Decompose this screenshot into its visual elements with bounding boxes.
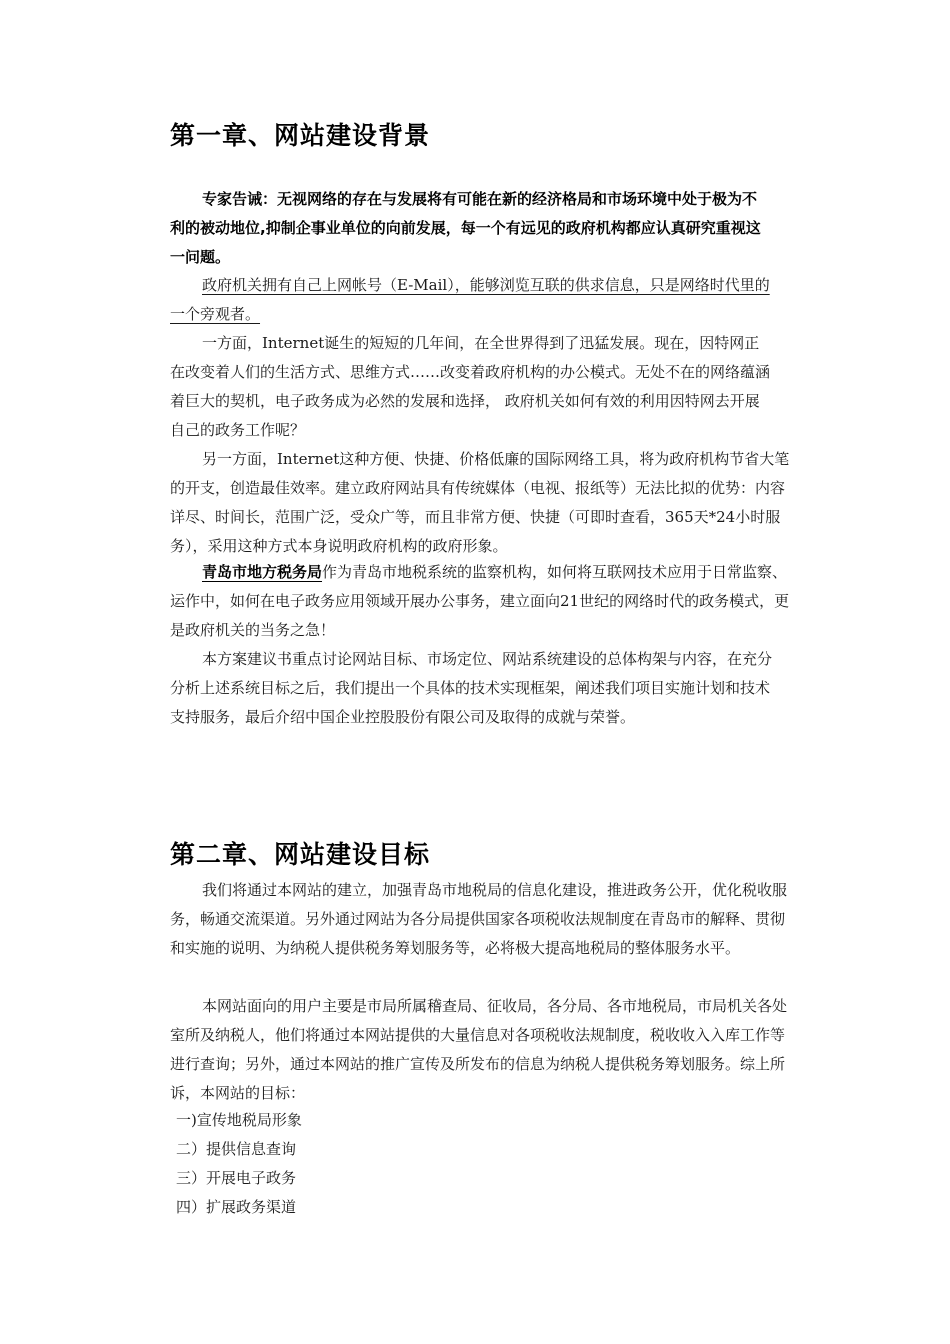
underlined-paragraph: 政府机关拥有自己上网帐号（E-Mail），能够浏览互联的供求信息，只是网络时代里的一个旁观者。 [170, 276, 770, 323]
chapter1-title: 第一章、网站建设背景 [170, 121, 431, 150]
qingdao-tax-bureau-link[interactable]: 青岛市地方税务局 [202, 563, 323, 581]
chapter2-paragraph-1: 我们将通过本网站的建立，加强青岛市地税局的信息化建设，推进政务公开，优化税收服务，畅通交流渠道。另外通过网站为各分局提供国家各项税收法规制度在青岛市的解释、贯彻和实施的说明、为纳税人提供税务筹划服务等，必将极大提高地税局的整体服务水平。 [170, 881, 788, 957]
chapter1-paragraph-3 [170, 558, 790, 645]
chapter1-paragraph-2 [170, 445, 790, 561]
goal-item-3: 三）开展电子政务 [176, 1169, 297, 1187]
chapter1-paragraph-2-text: 另一方面，Internet这种方便、快捷、价格低廉的国际网络工具，将为政府机构节省大笔的开支，创造最佳效率。建立政府网站具有传统媒体（电视、报纸等）无法比拟的优势：内容详尽、时间长，范围广泛，受众广等，而且非常方便、快捷（可即时查看，365天*24小时服务），采用这种方式本身说明政府机构的政府形象。 [170, 450, 790, 555]
chapter1-paragraph-3-text: 作为青岛市地税系统的监察机构，如何将互联网技术应用于日常监察、运作中，如何在电子政务应用领域开展办公事务，建立面向21世纪的网络时代的政务模式，更是政府机关的当务之急！ [170, 563, 790, 639]
chapter2-paragraph-2: 本网站面向的用户主要是市局所属稽查局、征收局，各分局、各市地税局，市局机关各处室所及纳税人，他们将通过本网站提供的大量信息对各项税收法规制度，税收收入入库工作等进行查询；另外，通过本网站的推广宣传及所发布的信息为纳税人提供税务筹划服务。综上所诉，本网站的目标： [170, 997, 788, 1102]
chapter1-paragraph-4: 本方案建议书重点讨论网站目标、市场定位、网站系统建设的总体构架与内容，在充分分析上述系统目标之后，我们提出一个具体的技术实现框架，阐述我们项目实施计划和技术支持服务，最后介绍中国企业控股股份有限公司及取得的成就与荣誉。 [170, 650, 773, 726]
expert-warning-paragraph: 专家告诫：无视网络的存在与发展将有可能在新的经济格局和市场环境中处于极为不利的被动地位,抑制企事业单位的向前发展，每一个有远见的政府机构都应认真研究重视这一问题。 [170, 190, 761, 266]
goal-item-4: 四）扩展政务渠道 [176, 1198, 297, 1216]
chapter2-title: 第二章、网站建设目标 [170, 840, 431, 869]
chapter1-paragraph-1: 一方面，Internet诞生的短短的几年间，在全世界得到了迅猛发展。现在，因特网正在改变着人们的生活方式、思维方式……改变着政府机构的办公模式。无处不在的网络蕴涵着巨大的契机，电子政务成为必然的发展和选择， 政府机关如何有效的利用因特网去开展自己的政务工作呢？ [170, 334, 771, 439]
goal-item-1: 一)宣传地税局形象 [176, 1111, 302, 1129]
goal-item-2: 二）提供信息查询 [176, 1140, 297, 1158]
